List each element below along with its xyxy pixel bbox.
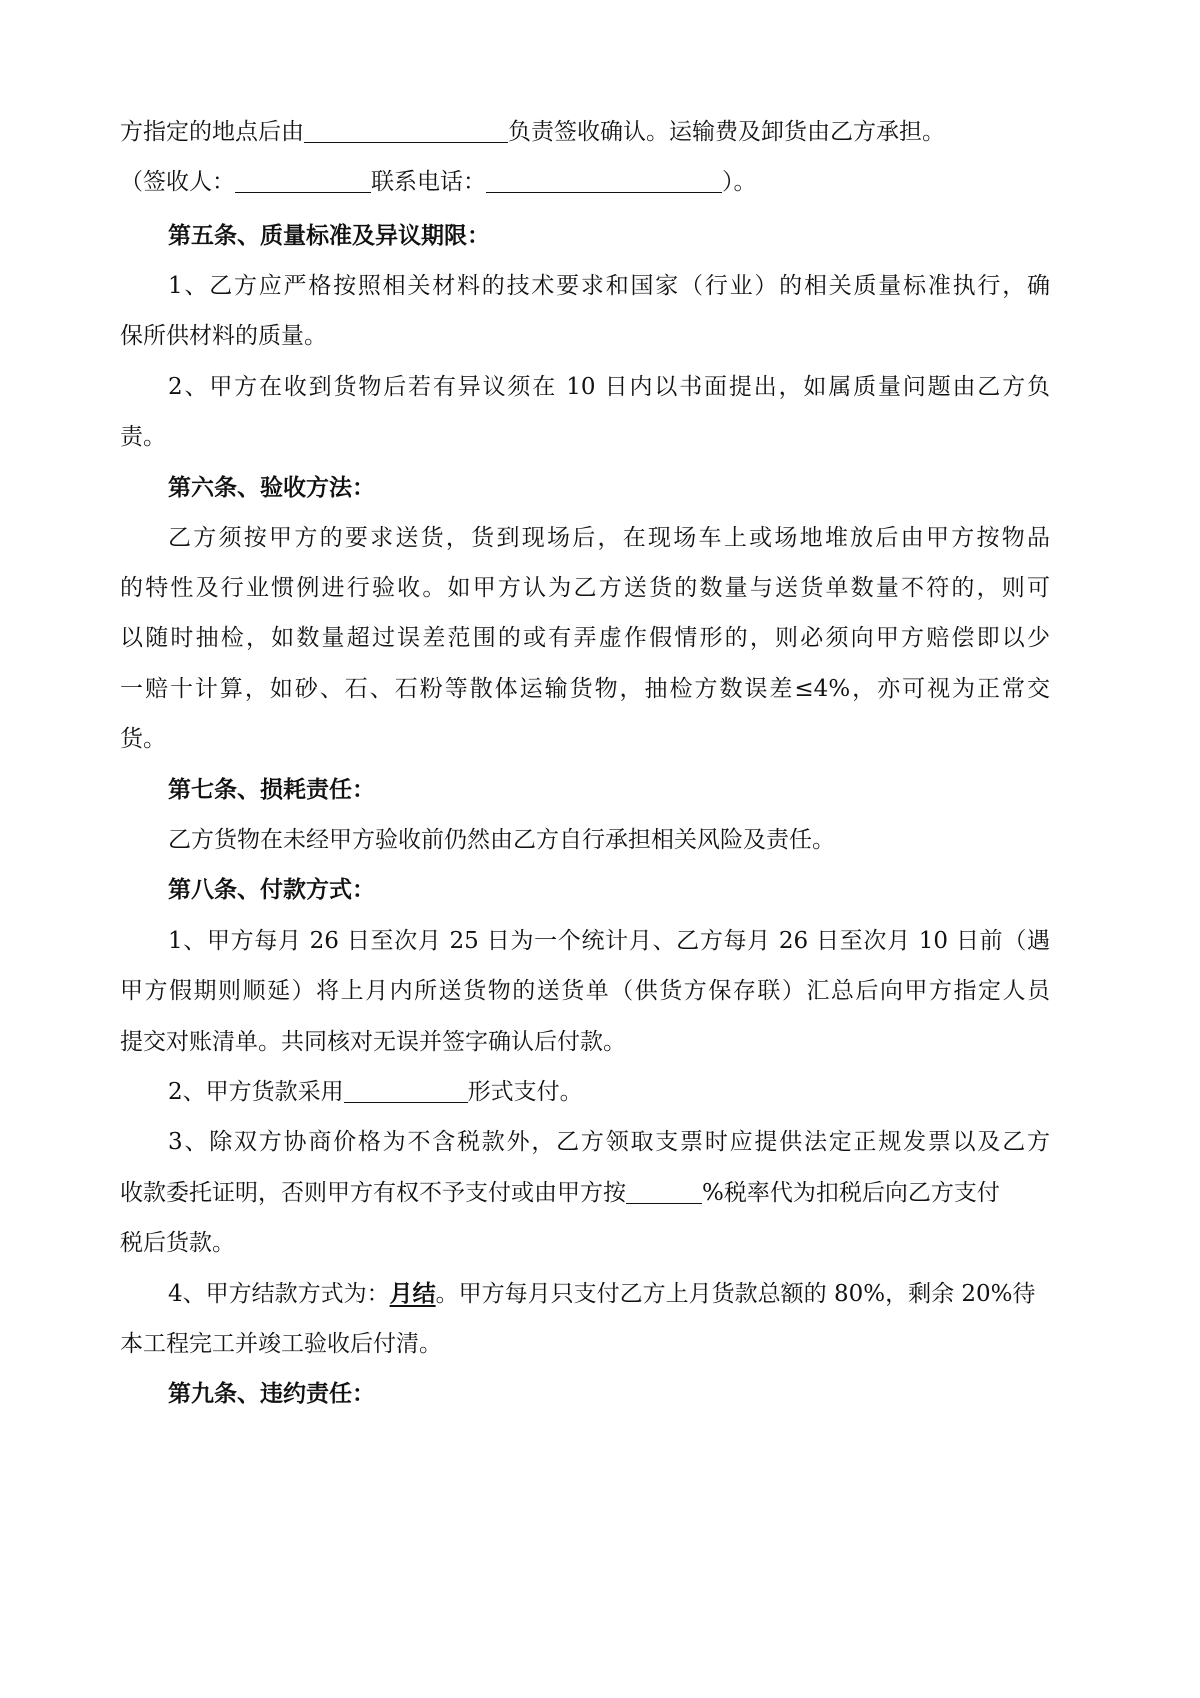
signer-name-blank[interactable] [235, 168, 371, 193]
article-8-heading: 第八条、付款方式： [168, 876, 375, 903]
article-8-item-3-line-2 [120, 1177, 1050, 1209]
phone-blank[interactable] [486, 168, 722, 193]
text: 4、甲方结款方式为： [168, 1281, 390, 1307]
text: 负责签收确认。运输费及卸货由乙方承担。 [508, 119, 945, 145]
delivery-line [120, 116, 1050, 148]
article-8-item-4-line-1 [120, 1278, 1050, 1310]
article-5-item-1-line-1: 1、乙方应严格按照相关材料的技术要求和国家（行业）的相关质量标准执行，确 [168, 273, 1050, 299]
article-6-line-3: 以随时抽检，如数量超过误差范围的或有弄虚作假情形的，则必须向甲方赔偿即以少 [120, 625, 1050, 651]
text: （签收人： [120, 169, 235, 195]
article-6-line-5: 货。 [120, 726, 166, 752]
text: ）。 [722, 169, 757, 195]
text: 。甲方每月只支付乙方上月货款总额的 80%，剩余 20%待 [435, 1281, 1036, 1307]
text: 2、甲方货款采用 [168, 1079, 344, 1105]
article-5-item-2-line-2: 责。 [120, 424, 166, 450]
article-8-item-4-line-2: 本工程完工并竣工验收后付清。 [120, 1331, 442, 1357]
article-8-item-1-line-1: 1、甲方每月 26 日至次月 25 日为一个统计月、乙方每月 26 日至次月 10 日前（遇 [168, 928, 1050, 954]
article-5-item-1-line-2: 保所供材料的质量。 [120, 323, 327, 349]
text: %税率代为扣税后向乙方支付 [702, 1180, 1000, 1206]
tax-rate-blank[interactable] [626, 1179, 702, 1204]
article-6-line-2: 的特性及行业惯例进行验收。如甲方认为乙方送货的数量与送货单数量不符的，则可 [120, 575, 1050, 601]
text: 方指定的地点后由 [120, 119, 304, 145]
article-6-line-4: 一赔十计算，如砂、石、石粉等散体运输货物，抽检方数误差≤4%，亦可视为正常交 [120, 676, 1050, 702]
article-8-item-1-line-3: 提交对账清单。共同核对无误并签字确认后付款。 [120, 1029, 626, 1055]
signer-line [120, 166, 1050, 198]
article-9-heading: 第九条、违约责任： [168, 1380, 375, 1407]
text: 联系电话： [371, 169, 486, 195]
payment-form-blank[interactable] [344, 1078, 468, 1103]
receiver-blank[interactable] [304, 118, 508, 143]
article-7-line-1: 乙方货物在未经甲方验收前仍然由乙方自行承担相关风险及责任。 [168, 827, 835, 853]
text: 收款委托证明，否则甲方有权不予支付或由甲方按 [120, 1180, 626, 1206]
settlement-method: 月结 [389, 1280, 436, 1307]
article-8-item-1-line-2: 甲方假期则顺延）将上月内所送货物的送货单（供货方保存联）汇总后向甲方指定人员 [120, 978, 1050, 1004]
text: 形式支付。 [467, 1079, 583, 1105]
article-7-heading: 第七条、损耗责任： [168, 776, 375, 803]
article-5-heading: 第五条、质量标准及异议期限： [168, 222, 490, 249]
article-8-item-3-line-3: 税后货款。 [120, 1230, 235, 1256]
article-8-item-3-line-1: 3、除双方协商价格为不含税款外，乙方领取支票时应提供法定正规发票以及乙方 [168, 1129, 1050, 1155]
article-6-line-1: 乙方须按甲方的要求送货，货到现场后，在现场车上或场地堆放后由甲方按物品 [168, 525, 1050, 551]
article-8-item-2 [120, 1076, 1050, 1108]
article-6-heading: 第六条、验收方法： [168, 474, 375, 501]
article-5-item-2-line-1: 2、甲方在收到货物后若有异议须在 10 日内以书面提出，如属质量问题由乙方负 [168, 374, 1050, 400]
